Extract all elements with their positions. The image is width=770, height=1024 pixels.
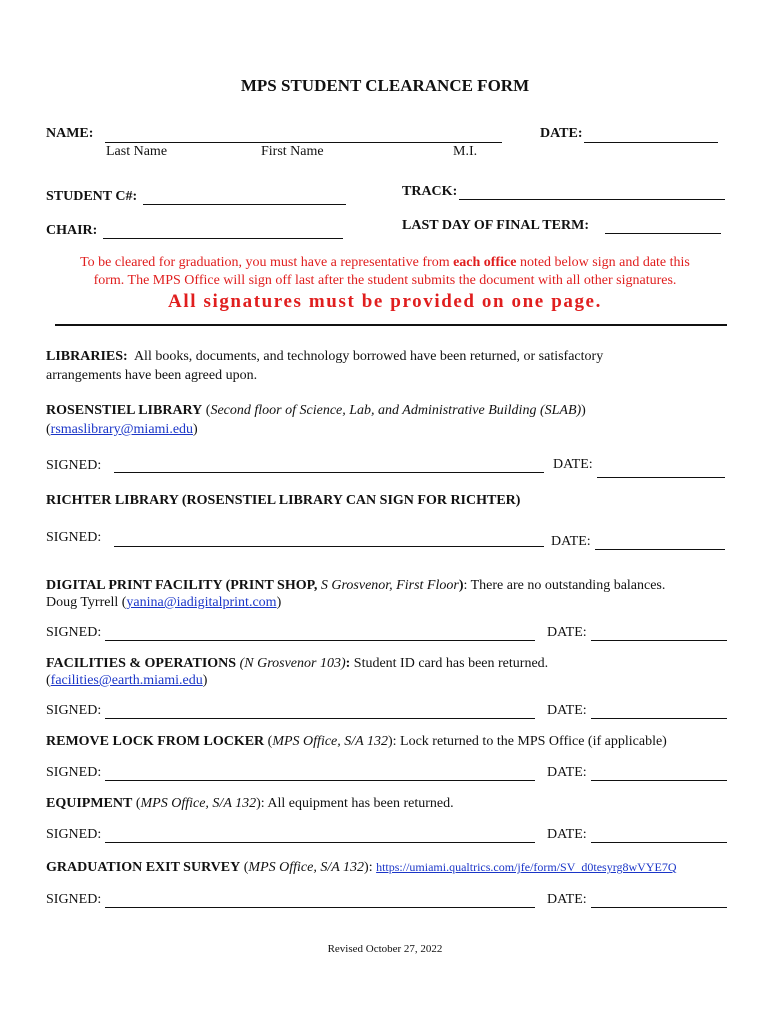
survey-heading: GRADUATION EXIT SURVEY (MPS Office, S/A 132): https://umiami.qualtrics.com/jfe/form/SV_d0tesyrg8wVYE7Q: [46, 860, 677, 875]
date-field-facilities[interactable]: [591, 718, 727, 719]
mi-caption: M.I.: [453, 144, 478, 159]
student-c-field[interactable]: [143, 204, 346, 205]
signed-field-lock[interactable]: [105, 780, 535, 781]
digital-print-heading: DIGITAL PRINT FACILITY (PRINT SHOP, S Grosvenor, First Floor): There are no outstanding balances.: [46, 578, 666, 593]
signed-field-rosenstiel[interactable]: [114, 472, 544, 473]
form-title: MPS STUDENT CLEARANCE FORM: [240, 76, 530, 95]
date-label-rosenstiel: DATE:: [553, 457, 593, 472]
signed-field-digital-print[interactable]: [105, 640, 535, 641]
chair-label: CHAIR:: [46, 223, 98, 238]
first-name-caption: First Name: [261, 144, 324, 159]
signed-field-survey[interactable]: [105, 907, 535, 908]
facilities-heading: FACILITIES & OPERATIONS (N Grosvenor 103): Student ID card has been returned.: [46, 656, 549, 671]
student-c-label: STUDENT C#:: [46, 189, 138, 204]
date-field-survey[interactable]: [591, 907, 727, 908]
signed-field-facilities[interactable]: [105, 718, 535, 719]
date-label-survey: DATE:: [547, 892, 587, 907]
date-field-top[interactable]: [584, 142, 718, 143]
signed-field-equipment[interactable]: [105, 842, 535, 843]
signed-field-richter[interactable]: [114, 546, 544, 547]
digital-print-email-link[interactable]: yanina@iadigitalprint.com: [126, 595, 277, 610]
track-label: TRACK:: [402, 184, 458, 199]
date-label-digital-print: DATE:: [547, 625, 587, 640]
date-field-richter[interactable]: [595, 549, 725, 550]
revision-note: Revised October 27, 2022: [327, 943, 443, 955]
track-field[interactable]: [459, 199, 725, 200]
last-day-field[interactable]: [605, 233, 721, 234]
facilities-email-link[interactable]: facilities@earth.miami.edu: [50, 673, 203, 688]
date-label-lock: DATE:: [547, 765, 587, 780]
date-label-equipment: DATE:: [547, 827, 587, 842]
libraries-text: LIBRARIES: All books, documents, and technology borrowed have been returned, or satisfactory: [46, 349, 604, 364]
rosenstiel-email-line: (rsmaslibrary@miami.edu): [46, 422, 198, 437]
signed-label-lock: SIGNED:: [46, 765, 102, 780]
last-name-caption: Last Name: [106, 144, 168, 159]
section-divider: [55, 324, 727, 326]
signed-label-rosenstiel: SIGNED:: [46, 458, 102, 473]
name-field[interactable]: [105, 142, 502, 143]
facilities-email-line: (facilities@earth.miami.edu): [46, 673, 208, 688]
date-label-top: DATE:: [540, 126, 583, 141]
instructions-line1: To be cleared for graduation, you must have a representative from each office noted below sign and date this: [80, 255, 690, 270]
signed-label-survey: SIGNED:: [46, 892, 102, 907]
rosenstiel-email-link[interactable]: rsmaslibrary@miami.edu: [50, 422, 194, 437]
richter-heading: RICHTER LIBRARY (ROSENSTIEL LIBRARY CAN SIGN FOR RICHTER): [46, 493, 521, 508]
date-field-rosenstiel[interactable]: [597, 477, 725, 478]
date-field-digital-print[interactable]: [591, 640, 727, 641]
signed-label-richter: SIGNED:: [46, 530, 102, 545]
lock-heading: REMOVE LOCK FROM LOCKER (MPS Office, S/A 132): Lock returned to the MPS Office (if applicable): [46, 734, 667, 749]
date-label-facilities: DATE:: [547, 703, 587, 718]
instructions-line2: form. The MPS Office will sign off last after the student submits the document with all other signatures.: [93, 273, 677, 288]
libraries-text-2: arrangements have been agreed upon.: [46, 368, 258, 383]
chair-field[interactable]: [103, 238, 343, 239]
signatures-notice: All signatures must be provided on one page.: [168, 291, 602, 312]
name-label: NAME:: [46, 126, 94, 141]
signed-label-digital-print: SIGNED:: [46, 625, 102, 640]
date-field-lock[interactable]: [591, 780, 727, 781]
equipment-heading: EQUIPMENT (MPS Office, S/A 132): All equipment has been returned.: [46, 796, 454, 811]
rosenstiel-heading: ROSENSTIEL LIBRARY (Second floor of Science, Lab, and Administrative Building (SLAB)): [46, 403, 586, 418]
last-day-label: LAST DAY OF FINAL TERM:: [402, 218, 589, 233]
signed-label-equipment: SIGNED:: [46, 827, 102, 842]
survey-link[interactable]: https://umiami.qualtrics.com/jfe/form/SV_d0tesyrg8wVYE7Q: [376, 860, 677, 874]
date-label-richter: DATE:: [551, 534, 591, 549]
signed-label-facilities: SIGNED:: [46, 703, 102, 718]
digital-print-contact: Doug Tyrrell (yanina@iadigitalprint.com): [46, 595, 282, 610]
date-field-equipment[interactable]: [591, 842, 727, 843]
